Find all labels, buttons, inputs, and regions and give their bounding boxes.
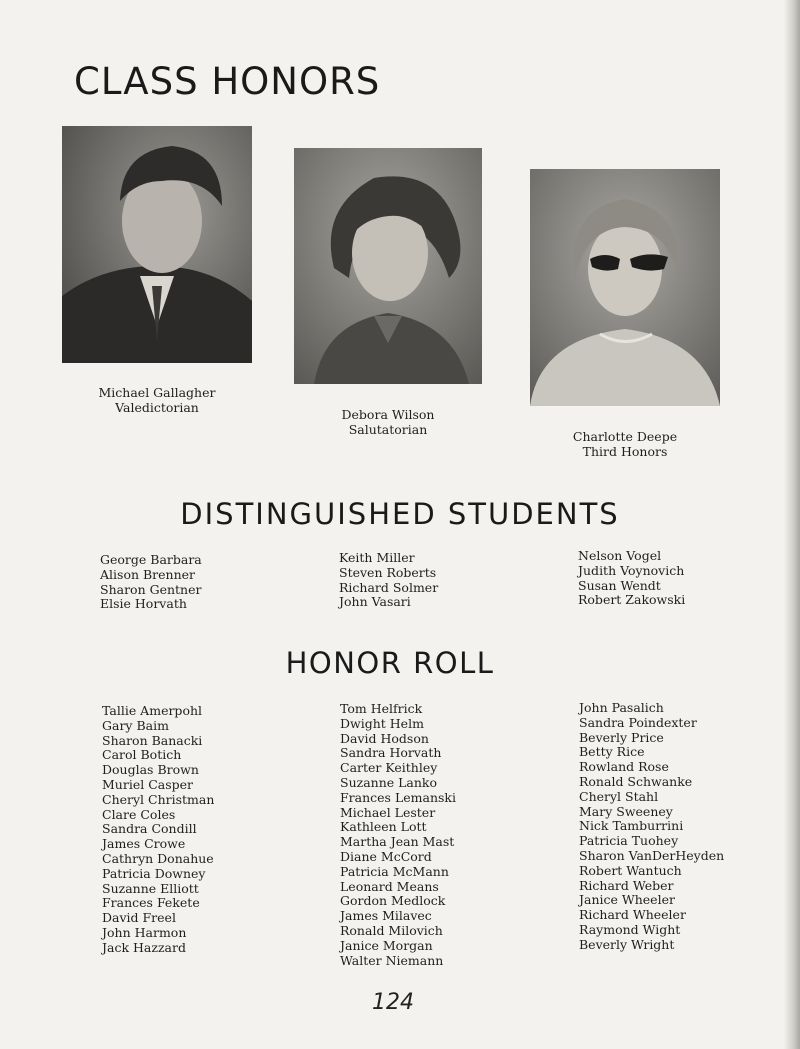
portrait-photo-salutatorian <box>294 148 482 384</box>
list-item: Tallie Amerpohl <box>102 703 203 718</box>
honoree-title: Third Honors <box>582 444 668 459</box>
caption-salutatorian <box>294 407 482 437</box>
caption-third-honors <box>530 429 720 459</box>
honor-roll-column-2 <box>340 702 456 968</box>
list-item: Dwight Helm <box>340 715 424 731</box>
list-item: Sharon VanDerHeyden <box>579 847 725 863</box>
list-item: David Freel <box>102 910 176 926</box>
honor-roll-column-1 <box>102 704 214 956</box>
list-item: Clare Coles <box>102 806 176 822</box>
list-item: Judith Voynovich <box>578 562 685 578</box>
list-item: Frances Lemanski <box>340 789 456 805</box>
list-item: Carter Keithley <box>340 760 438 776</box>
list-item: Alison Brenner <box>100 566 196 582</box>
honoree-title: Valedictorian <box>115 400 199 415</box>
list-item: Ronald Schwanke <box>579 773 693 789</box>
list-item: Beverly Price <box>579 729 664 745</box>
list-item: Muriel Casper <box>102 776 193 792</box>
list-item: John Harmon <box>102 924 187 940</box>
class-honors-heading: CLASS HONORS <box>74 60 381 103</box>
list-item: Richard Weber <box>579 877 674 893</box>
caption-valedictorian <box>62 385 252 415</box>
list-item: Gary Baim <box>102 717 169 733</box>
list-item: Leonard Means <box>340 878 439 894</box>
honor-roll-heading: HONOR ROLL <box>285 646 495 680</box>
list-item: Sandra Condill <box>102 821 197 837</box>
page-number: 124 <box>372 990 414 1015</box>
list-item: Patricia Downey <box>102 865 206 881</box>
list-item: Jack Hazzard <box>102 939 186 955</box>
list-item: Ronald Milovich <box>340 922 443 938</box>
list-item: Cheryl Stahl <box>579 788 659 804</box>
list-item: Suzanne Elliott <box>102 880 199 896</box>
list-item: Robert Wantuch <box>579 862 682 878</box>
list-item: John Vasari <box>339 594 411 610</box>
list-item: Diane McCord <box>340 848 432 864</box>
list-item: Cheryl Christman <box>102 791 215 807</box>
list-item: George Barbara <box>100 552 202 567</box>
list-item: Elsie Horvath <box>100 596 187 612</box>
honor-roll-column-3 <box>579 701 724 953</box>
list-item: Nelson Vogel <box>578 548 662 563</box>
list-item: Cathryn Donahue <box>102 850 214 866</box>
distinguished-column-2 <box>339 551 438 610</box>
list-item: Betty Rice <box>579 744 645 760</box>
list-item: John Pasalich <box>579 700 664 715</box>
honoree-name: Michael Gallagher <box>98 385 216 400</box>
list-item: Richard Wheeler <box>579 907 686 923</box>
list-item: Sharon Banacki <box>102 732 203 748</box>
list-item: Kathleen Lott <box>340 819 427 835</box>
list-item: James Milavec <box>340 908 432 924</box>
list-item: Susan Wendt <box>578 577 661 593</box>
list-item: Martha Jean Mast <box>340 834 455 850</box>
list-item: Janice Wheeler <box>579 892 675 908</box>
list-item: Douglas Brown <box>102 762 199 778</box>
list-item: Beverly Wright <box>579 936 675 952</box>
portrait-photo-valedictorian <box>62 126 252 363</box>
distinguished-column-1 <box>100 553 202 612</box>
honoree-name: Charlotte Deepe <box>572 429 678 444</box>
list-item: Gordon Medlock <box>340 893 446 909</box>
list-item: Robert Zakowski <box>578 592 686 608</box>
list-item: Sharon Gentner <box>100 581 202 597</box>
list-item: Rowland Rose <box>579 759 669 775</box>
list-item: Walter Niemann <box>340 952 444 968</box>
list-item: Mary Sweeney <box>579 803 673 819</box>
list-item: Sandra Horvath <box>340 745 442 761</box>
list-item: Patricia McMann <box>340 863 449 879</box>
list-item: David Hodson <box>340 730 429 746</box>
list-item: Carol Botich <box>102 747 182 763</box>
list-item: Raymond Wight <box>579 921 681 937</box>
honoree-title: Salutatorian <box>348 422 428 437</box>
list-item: Keith Miller <box>339 550 415 565</box>
distinguished-students-heading: DISTINGUISHED STUDENTS <box>180 497 620 531</box>
list-item: Michael Lester <box>340 804 436 820</box>
list-item: Janice Morgan <box>340 937 433 953</box>
list-item: Patricia Tuohey <box>579 833 679 849</box>
portrait-photo-third-honors <box>530 169 720 406</box>
honoree-name: Debora Wilson <box>341 407 435 422</box>
list-item: James Crowe <box>102 836 186 852</box>
list-item: Steven Roberts <box>339 564 437 580</box>
list-item: Richard Solmer <box>339 579 439 595</box>
list-item: Sandra Poindexter <box>579 714 697 730</box>
list-item: Nick Tamburrini <box>579 818 684 834</box>
list-item: Suzanne Lanko <box>340 774 438 790</box>
list-item: Frances Fekete <box>102 895 200 911</box>
list-item: Tom Helfrick <box>340 701 423 716</box>
distinguished-column-3 <box>578 549 685 608</box>
